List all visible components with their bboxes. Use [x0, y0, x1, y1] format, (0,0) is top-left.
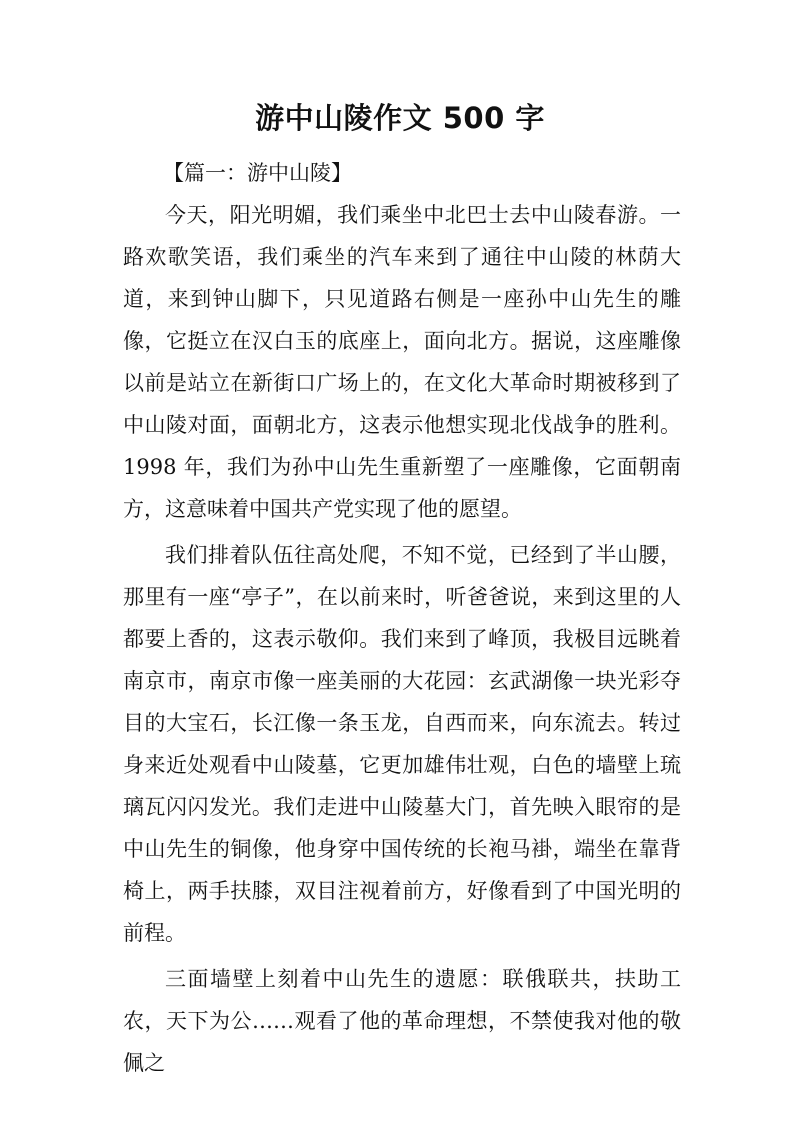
paragraph-3: 三面墙壁上刻着中山先生的遗愿：联俄联共，扶助工农，天下为公……观看了他的革命理想，不禁使我对他的敬佩之	[123, 967, 681, 1075]
paragraph-1: 今天，阳光明媚，我们乘坐中北巴士去中山陵春游。一路欢歌笑语，我们乘坐的汽车来到了通往中山陵的林荫大道，来到钟山脚下，只见道路右侧是一座孙中山先生的雕像，它挺立在汉白玉的底座上，面向北方。据说，这座雕像以前是站立在新街口广场上的，在文化大革命时期被移到了中山陵对面，面朝北方，这表示他想实现北伐战争的胜利。1998 年，我们为孙中山先生重新塑了一座雕像，它面朝南方，这意味着中国共产党实现了他的愿望。	[123, 203, 681, 521]
document-body	[123, 152, 681, 1088]
document-title: 游中山陵作文 500 字	[255, 101, 545, 135]
section-label: 【篇一：游中山陵】	[163, 161, 352, 185]
paragraph-2: 我们排着队伍往高处爬，不知不觉，已经到了半山腰，那里有一座“亭子”，在以前来时，听爸爸说，来到这里的人都要上香的，这表示敬仰。我们来到了峰顶，我极目远眺着南京市，南京市像一座美丽的大花园：玄武湖像一块光彩夺目的大宝石，长江像一条玉龙，自西而来，向东流去。转过身来近处观看中山陵墓，它更加雄伟壮观，白色的墙壁上琉璃瓦闪闪发光。我们走进中山陵墓大门，首先映入眼帘的是中山先生的铜像，他身穿中国传统的长袍马褂，端坐在靠背椅上，两手扶膝，双目注视着前方，好像看到了中国光明的前程。	[123, 543, 681, 945]
